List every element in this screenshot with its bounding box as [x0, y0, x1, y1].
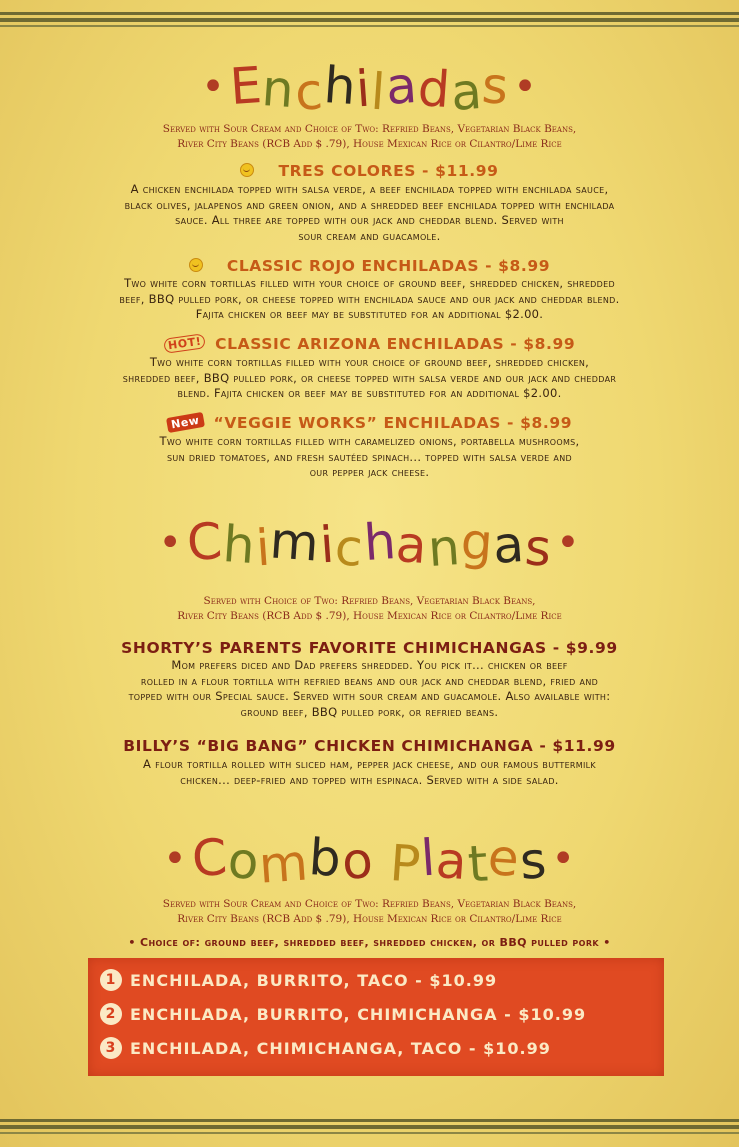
bottom-border [0, 1117, 739, 1137]
combo-heading: •Combo Plates• [163, 827, 576, 895]
number-badge: 1 [100, 969, 122, 991]
item-title-veggie-works: New “VEGGIE WORKS” ENCHILADAS - $8.99 [0, 413, 739, 433]
smiley-icon [189, 258, 203, 272]
item-desc-veggie-works: Two white corn tortillas filled with caramelized onions, portabella mushrooms, sun dried tomatoes, and fresh sautéed spinach... topped with salsa verde and our pepper jack cheese. [159, 434, 580, 480]
number-badge: 2 [100, 1003, 122, 1025]
combo-row-1: 1 ENCHILADA, BURRITO, TACO - $10.99 [100, 966, 497, 996]
item-title-billys: BILLY’S “BIG BANG” CHICKEN CHIMICHANGA - $11.99 [123, 737, 616, 755]
item-title-shortys: SHORTY’S PARENTS FAVORITE CHIMICHANGAS - $9.99 [121, 639, 618, 657]
combo-row-2: 2 ENCHILADA, BURRITO, CHIMICHANGA - $10.99 [100, 1000, 586, 1030]
enchiladas-heading: •Enchiladas• [201, 55, 538, 123]
number-badge: 3 [100, 1037, 122, 1059]
enchiladas-title: Enchiladas [227, 55, 512, 123]
item-desc-billys: A flour tortilla rolled with sliced ham, pepper jack cheese, and our famous buttermilk chicken... deep-fried and topped with espinaca. Served with a side salad. [143, 757, 596, 787]
item-title-tres-colores: TRES COLORES - $11.99 [0, 161, 739, 181]
item-desc-tres-colores: A chicken enchilada topped with salsa verde, a beef enchilada topped with enchilada sauce, black olives, jalapenos and green onion, and a shredded beef enchilada topped with enchilada sauce. All three are topped with our jack and cheddar blend. Served with sour cream and guacamole. [124, 182, 615, 243]
chimichangas-sides: Served with Choice of Two: Refried Beans, Vegetarian Black Beans, River City Beans (RCB Add $ .79), House Mexican Rice or Cilantro/Lime Rice [177, 595, 562, 622]
chimichangas-heading: •Chimichangas• [158, 511, 581, 579]
chimichangas-title: Chimichangas [184, 511, 555, 579]
item-desc-classic-arizona: Two white corn tortillas filled with your choice of ground beef, shredded chicken, shredded beef, BBQ pulled pork, or cheese topped with salsa verde and our jack and cheddar blend. Fajita chicken or beef may be substituted for an additional $2.00. [122, 355, 617, 401]
item-title-classic-rojo: CLASSIC ROJO ENCHILADAS - $8.99 [0, 256, 739, 276]
hot-badge: HOT! [163, 333, 206, 354]
combo-meat-choice: • Choice of: ground beef, shredded beef, shredded chicken, or BBQ pulled pork • [128, 936, 611, 949]
combo-title: Combo Plates [189, 827, 550, 895]
new-badge: New [166, 412, 205, 433]
top-border [0, 10, 739, 30]
combo-row-3: 3 ENCHILADA, CHIMICHANGA, TACO - $10.99 [100, 1034, 551, 1064]
smiley-icon [240, 163, 254, 177]
combo-sides: Served with Sour Cream and Choice of Two: Refried Beans, Vegetarian Black Beans, River City Beans (RCB Add $ .79), House Mexican Rice or Cilantro/Lime Rice [162, 898, 577, 925]
item-desc-classic-rojo: Two white corn tortillas filled with your choice of ground beef, shredded chicken, shredded beef, BBQ pulled pork, or cheese topped with enchilada sauce and our jack and cheddar blend. Fajita chicken or beef may be substituted for an additional $2.00. [119, 276, 620, 322]
item-desc-shortys: Mom prefers diced and Dad prefers shredded. You pick it... chicken or beef rolled in a flour tortilla with refried beans and our jack and cheddar blend, fried and topped with our Special sauce. Served with sour cream and guacamole. Also available with: ground beef, BBQ pulled pork, or refried beans. [128, 658, 611, 719]
combo-plates-box [88, 958, 664, 1076]
enchiladas-sides: Served with Sour Cream and Choice of Two: Refried Beans, Vegetarian Black Beans, River City Beans (RCB Add $ .79), House Mexican Rice or Cilantro/Lime Rice [162, 123, 577, 150]
item-title-classic-arizona: HOT! CLASSIC ARIZONA ENCHILADAS - $8.99 [0, 334, 739, 354]
